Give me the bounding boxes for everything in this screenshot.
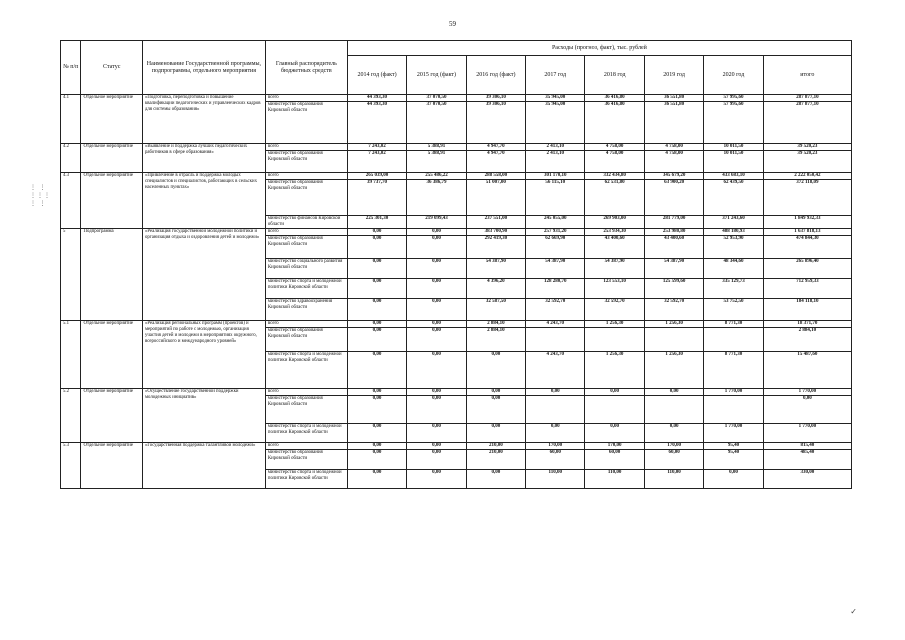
row-value-cell: 36 551,80 (644, 95, 703, 102)
row-value-cell: 0,00 (347, 236, 406, 259)
row-value-cell: 0,00 (466, 396, 525, 424)
row-name: «Государственная поддержка талантливой молодежи» (142, 443, 265, 489)
row-manager: министерство образования Кировской области (265, 102, 347, 144)
row-value-cell: 10 011,50 (704, 151, 763, 173)
row-value-cell: 0,00 (347, 321, 406, 328)
row-value-cell: 0,00 (407, 450, 466, 470)
row-value-cell: 51 007,00 (466, 180, 525, 216)
row-value-cell: 1 770,00 (704, 389, 763, 396)
row-name: «Осуществление государственной поддержки молодежных инициатив» (142, 389, 265, 443)
row-name: «Выявление и поддержка лучших педагогических работников в сфере образования» (142, 144, 265, 173)
table-body (61, 95, 852, 489)
row-value-cell: 1 256,30 (585, 352, 644, 389)
row-value-cell: 60,00 (526, 450, 585, 470)
row-value-cell: 0,00 (407, 352, 466, 389)
col-header-status: Статус (81, 41, 142, 95)
row-value-cell: 0,00 (407, 396, 466, 424)
row-number: 4.2 (61, 144, 81, 173)
col-header-total: итого (763, 56, 851, 95)
row-total-cell: 184 118,10 (763, 299, 851, 321)
row-name: «Подготовка, переподготовка и повышение квалификации педагогических и управленческих кадров для системы образования» (142, 95, 265, 144)
row-manager: министерство здравоохранения Кировской области (265, 299, 347, 321)
row-status: Отдельное мероприятие (81, 95, 142, 144)
row-value-cell: 0,00 (407, 259, 466, 279)
row-value-cell (704, 396, 763, 424)
margin-scan-mark: ⋮ ⋮ ⋮⋮⋮ ⋮ ⋮ (30, 185, 51, 207)
row-value-cell: 237 551,00 (466, 216, 525, 229)
row-manager: всего (265, 95, 347, 102)
row-value-cell: 2 884,10 (466, 321, 525, 328)
row-manager: всего (265, 144, 347, 151)
row-value-cell: 0,00 (347, 443, 406, 450)
row-manager: всего (265, 229, 347, 236)
row-manager: министерство спорта и молодежной политики Кировской области (265, 424, 347, 443)
row-total-cell: 712 959,33 (763, 279, 851, 299)
row-value-cell: 0,00 (407, 279, 466, 299)
row-value-cell: 255 486,22 (407, 173, 466, 180)
row-value-cell: 0,00 (347, 389, 406, 396)
row-value-cell: 36 386,79 (407, 180, 466, 216)
row-value-cell: 0,00 (466, 352, 525, 389)
row-name: «Реализация региональных программ (проектов) и мероприятий по работе с молодежью, организация участия детей и молодежи в мероприятиях окружного, всероссийского и международного уровней» (142, 321, 265, 389)
row-value-cell: 219 099,43 (407, 216, 466, 229)
row-value-cell: 1 256,30 (644, 321, 703, 328)
row-value-cell: 4 758,00 (644, 151, 703, 173)
row-value-cell: 57 995,60 (704, 102, 763, 144)
row-total-cell: 18 371,70 (763, 321, 851, 328)
row-total-cell: 474 844,30 (763, 236, 851, 259)
row-value-cell: 269 903,00 (585, 216, 644, 229)
row-value-cell: 110,00 (585, 470, 644, 489)
row-value-cell: 4 947,70 (466, 144, 525, 151)
row-value-cell: 0,00 (407, 389, 466, 396)
row-value-cell: 4 243,70 (526, 352, 585, 389)
row-value-cell: 5 388,91 (407, 151, 466, 173)
row-value-cell: 32 592,70 (644, 299, 703, 321)
table-row (61, 95, 852, 102)
row-number: 5 (61, 229, 81, 321)
row-value-cell: 62 669,90 (526, 236, 585, 259)
row-value-cell: 32 592,70 (585, 299, 644, 321)
row-value-cell: 0,00 (407, 236, 466, 259)
row-value-cell: 35 945,00 (526, 95, 585, 102)
row-value-cell: 37 070,50 (407, 102, 466, 144)
row-status: Отдельное мероприятие (81, 144, 142, 173)
row-value-cell: 4 947,70 (466, 151, 525, 173)
row-value-cell: 8 771,30 (704, 352, 763, 389)
col-header-year: 2014 год (факт) (347, 56, 406, 95)
row-total-cell: 1 637 818,13 (763, 229, 851, 236)
row-total-cell: 815,40 (763, 443, 851, 450)
row-value-cell: 54 387,90 (526, 259, 585, 279)
row-value-cell: 281 779,00 (644, 216, 703, 229)
row-value-cell: 1 256,30 (585, 321, 644, 328)
row-value-cell: 36 416,80 (585, 95, 644, 102)
row-manager: министерство финансов Кировской области (265, 216, 347, 229)
row-number: 5.3 (61, 443, 81, 489)
row-value-cell (644, 396, 703, 424)
table-header-row (61, 41, 852, 56)
col-header-num: № п/п (61, 41, 81, 95)
row-value-cell: 37 070,50 (407, 95, 466, 102)
col-header-year: 2015 год (факт) (407, 56, 466, 95)
row-value-cell: 0,00 (347, 352, 406, 389)
row-value-cell: 4 396,20 (466, 279, 525, 299)
row-value-cell: 32 592,70 (526, 299, 585, 321)
row-manager: всего (265, 443, 347, 450)
col-header-year: 2017 год (526, 56, 585, 95)
row-value-cell: 110,00 (644, 470, 703, 489)
row-status: Отдельное мероприятие (81, 389, 142, 443)
row-value-cell: 371 243,60 (704, 216, 763, 229)
row-manager: министерство образования Кировской области (265, 450, 347, 470)
table-row (61, 144, 852, 151)
corner-check-mark: ✓ (850, 607, 857, 616)
row-manager: министерство образования Кировской области (265, 151, 347, 173)
row-value-cell: 2 413,10 (526, 144, 585, 151)
row-manager: министерство спорта и молодежной политики Кировской области (265, 470, 347, 489)
row-total-cell: 485,40 (763, 450, 851, 470)
row-value-cell: 0,00 (347, 424, 406, 443)
row-status: Отдельное мероприятие (81, 321, 142, 389)
row-total-cell: 15 487,60 (763, 352, 851, 389)
row-value-cell: 54 387,90 (585, 259, 644, 279)
row-value-cell: 0,00 (407, 229, 466, 236)
row-value-cell: 433 683,10 (704, 173, 763, 180)
row-value-cell: 0,00 (644, 424, 703, 443)
row-total-cell: 330,00 (763, 470, 851, 489)
row-total-cell: 287 877,10 (763, 102, 851, 144)
row-value-cell: 383 700,90 (466, 229, 525, 236)
row-value-cell: 0,00 (407, 443, 466, 450)
row-manager: министерство спорта и молодежной политики Кировской области (265, 352, 347, 389)
row-total-cell: 287 877,10 (763, 95, 851, 102)
row-value-cell: 0,00 (407, 328, 466, 352)
row-total-cell: 39 520,23 (763, 144, 851, 151)
col-header-year: 2018 год (585, 56, 644, 95)
row-number: 5.1 (61, 321, 81, 389)
row-manager: министерство образования Кировской области (265, 396, 347, 424)
row-value-cell: 225 301,30 (347, 216, 406, 229)
row-value-cell: 123 553,10 (585, 279, 644, 299)
row-value-cell (526, 328, 585, 352)
page-number: 59 (449, 20, 456, 28)
budget-table (60, 40, 852, 489)
row-status: Отдельное мероприятие (81, 173, 142, 229)
row-value-cell: 0,00 (466, 389, 525, 396)
row-value-cell: 5 388,91 (407, 144, 466, 151)
row-value-cell: 0,00 (466, 470, 525, 489)
row-value-cell: 63 900,20 (644, 180, 703, 216)
row-value-cell: 39 306,10 (466, 102, 525, 144)
row-value-cell: 44 393,30 (347, 95, 406, 102)
row-value-cell (585, 328, 644, 352)
row-value-cell: 335 129,73 (704, 279, 763, 299)
row-value-cell: 257 931,20 (526, 229, 585, 236)
row-manager: всего (265, 173, 347, 180)
row-value-cell: 0,00 (526, 424, 585, 443)
row-value-cell: 0,00 (466, 424, 525, 443)
row-status: Отдельное мероприятие (81, 443, 142, 489)
row-total-cell: 2 884,10 (763, 328, 851, 352)
row-value-cell: 0,00 (407, 424, 466, 443)
row-value-cell (704, 328, 763, 352)
row-value-cell: 0,00 (347, 229, 406, 236)
row-value-cell: 39 306,10 (466, 95, 525, 102)
row-value-cell: 253 980,80 (644, 229, 703, 236)
row-manager: министерство спорта и молодежной политики Кировской области (265, 279, 347, 299)
row-value-cell: 56 115,10 (526, 180, 585, 216)
row-value-cell: 54 387,90 (644, 259, 703, 279)
row-total-cell: 39 520,23 (763, 151, 851, 173)
row-value-cell (644, 328, 703, 352)
row-manager: министерство образования Кировской области (265, 328, 347, 352)
row-number: 5.2 (61, 389, 81, 443)
row-value-cell: 43 400,60 (644, 236, 703, 259)
row-value-cell: 0,00 (644, 389, 703, 396)
row-total-cell: 1 770,00 (763, 389, 851, 396)
row-value-cell: 4 243,70 (526, 321, 585, 328)
row-value-cell: 7 243,02 (347, 151, 406, 173)
row-value-cell: 54 387,90 (466, 259, 525, 279)
row-value-cell: 4 758,00 (585, 151, 644, 173)
table-row (61, 321, 852, 328)
row-value-cell: 0,00 (585, 424, 644, 443)
row-value-cell: 4 758,00 (585, 144, 644, 151)
row-value-cell: 0,00 (585, 389, 644, 396)
row-value-cell: 35 945,00 (526, 102, 585, 144)
col-header-year: 2020 год (704, 56, 763, 95)
row-value-cell: 95,40 (704, 443, 763, 450)
row-value-cell (526, 396, 585, 424)
row-value-cell: 110,00 (526, 470, 585, 489)
row-total-cell: 1 849 932,33 (763, 216, 851, 229)
row-total-cell: 2 222 050,42 (763, 173, 851, 180)
row-value-cell: 53 752,50 (704, 299, 763, 321)
row-value-cell: 62 531,80 (585, 180, 644, 216)
row-value-cell: 8 771,30 (704, 321, 763, 328)
row-value-cell: 332 434,80 (585, 173, 644, 180)
row-name: «Реализация государственной молодежной политики и организация отдыха и оздоровления детей и молодежи» (142, 229, 265, 321)
table-row (61, 229, 852, 236)
row-value-cell: 265 039,00 (347, 173, 406, 180)
col-header-year: 2019 год (644, 56, 703, 95)
row-manager: всего (265, 389, 347, 396)
row-value-cell: 57 995,60 (704, 95, 763, 102)
row-value-cell: 95,40 (704, 450, 763, 470)
row-value-cell: 245 055,00 (526, 216, 585, 229)
row-value-cell: 0,00 (407, 299, 466, 321)
row-value-cell: 125 599,60 (644, 279, 703, 299)
row-total-cell: 1 770,00 (763, 424, 851, 443)
row-total-cell: 0,00 (763, 396, 851, 424)
row-value-cell: 0,00 (347, 259, 406, 279)
row-value-cell: 288 558,00 (466, 173, 525, 180)
row-manager: всего (265, 321, 347, 328)
row-value-cell: 345 679,20 (644, 173, 703, 180)
row-value-cell: 62 439,50 (704, 180, 763, 216)
row-value-cell: 0,00 (704, 470, 763, 489)
col-header-manager: Главный распорядитель бюджетных средств (265, 41, 347, 95)
row-value-cell: 7 243,02 (347, 144, 406, 151)
row-manager: министерство социального развития Кировской области (265, 259, 347, 279)
row-value-cell: 0,00 (347, 299, 406, 321)
row-value-cell: 4 758,00 (644, 144, 703, 151)
row-number: 4.3 (61, 173, 81, 229)
row-value-cell: 0,00 (347, 279, 406, 299)
row-value-cell: 128 280,70 (526, 279, 585, 299)
row-value-cell: 210,00 (466, 450, 525, 470)
row-value-cell: 0,00 (347, 450, 406, 470)
table-row (61, 443, 852, 450)
row-value-cell: 43 400,60 (585, 236, 644, 259)
row-number: 4.1 (61, 95, 81, 144)
row-value-cell: 0,00 (347, 328, 406, 352)
table-row (61, 173, 852, 180)
row-value-cell: 253 934,30 (585, 229, 644, 236)
row-value-cell: 0,00 (526, 389, 585, 396)
col-header-year: 2016 год (факт) (466, 56, 525, 95)
row-name: «Привлечение в отрасль и поддержка молодых специалистов и специалистов, работающих в сельских населенных пунктах» (142, 173, 265, 229)
col-header-name: Наименование Государственной программы, подпрограммы, отдельного мероприятия (142, 41, 265, 95)
row-value-cell: 170,00 (585, 443, 644, 450)
row-manager: министерство образования Кировской области (265, 236, 347, 259)
row-value-cell (585, 396, 644, 424)
row-value-cell: 0,00 (347, 396, 406, 424)
row-value-cell: 488 180,93 (704, 229, 763, 236)
row-total-cell: 372 118,09 (763, 180, 851, 216)
row-value-cell: 52 953,90 (704, 236, 763, 259)
row-value-cell: 2 413,10 (526, 151, 585, 173)
row-value-cell: 0,00 (407, 470, 466, 489)
row-value-cell: 210,00 (466, 443, 525, 450)
row-status: Подпрограмма (81, 229, 142, 321)
row-value-cell: 32 587,50 (466, 299, 525, 321)
col-header-expenses: Расходы (прогноз, факт), тыс. рублей (347, 41, 851, 56)
row-value-cell: 2 884,10 (466, 328, 525, 352)
row-value-cell: 1 770,00 (704, 424, 763, 443)
row-value-cell: 170,00 (526, 443, 585, 450)
row-value-cell: 60,00 (585, 450, 644, 470)
row-manager: министерство образования Кировской области (265, 180, 347, 216)
row-value-cell: 0,00 (407, 321, 466, 328)
row-value-cell: 60,00 (644, 450, 703, 470)
row-value-cell: 0,00 (347, 470, 406, 489)
row-value-cell: 36 416,80 (585, 102, 644, 144)
row-value-cell: 39 737,70 (347, 180, 406, 216)
row-value-cell: 48 344,60 (704, 259, 763, 279)
row-value-cell: 292 419,30 (466, 236, 525, 259)
row-value-cell: 170,00 (644, 443, 703, 450)
row-value-cell: 1 256,30 (644, 352, 703, 389)
row-value-cell: 10 011,50 (704, 144, 763, 151)
table-row (61, 389, 852, 396)
row-value-cell: 44 393,30 (347, 102, 406, 144)
row-value-cell: 36 551,80 (644, 102, 703, 144)
row-value-cell: 301 170,10 (526, 173, 585, 180)
row-total-cell: 265 896,40 (763, 259, 851, 279)
